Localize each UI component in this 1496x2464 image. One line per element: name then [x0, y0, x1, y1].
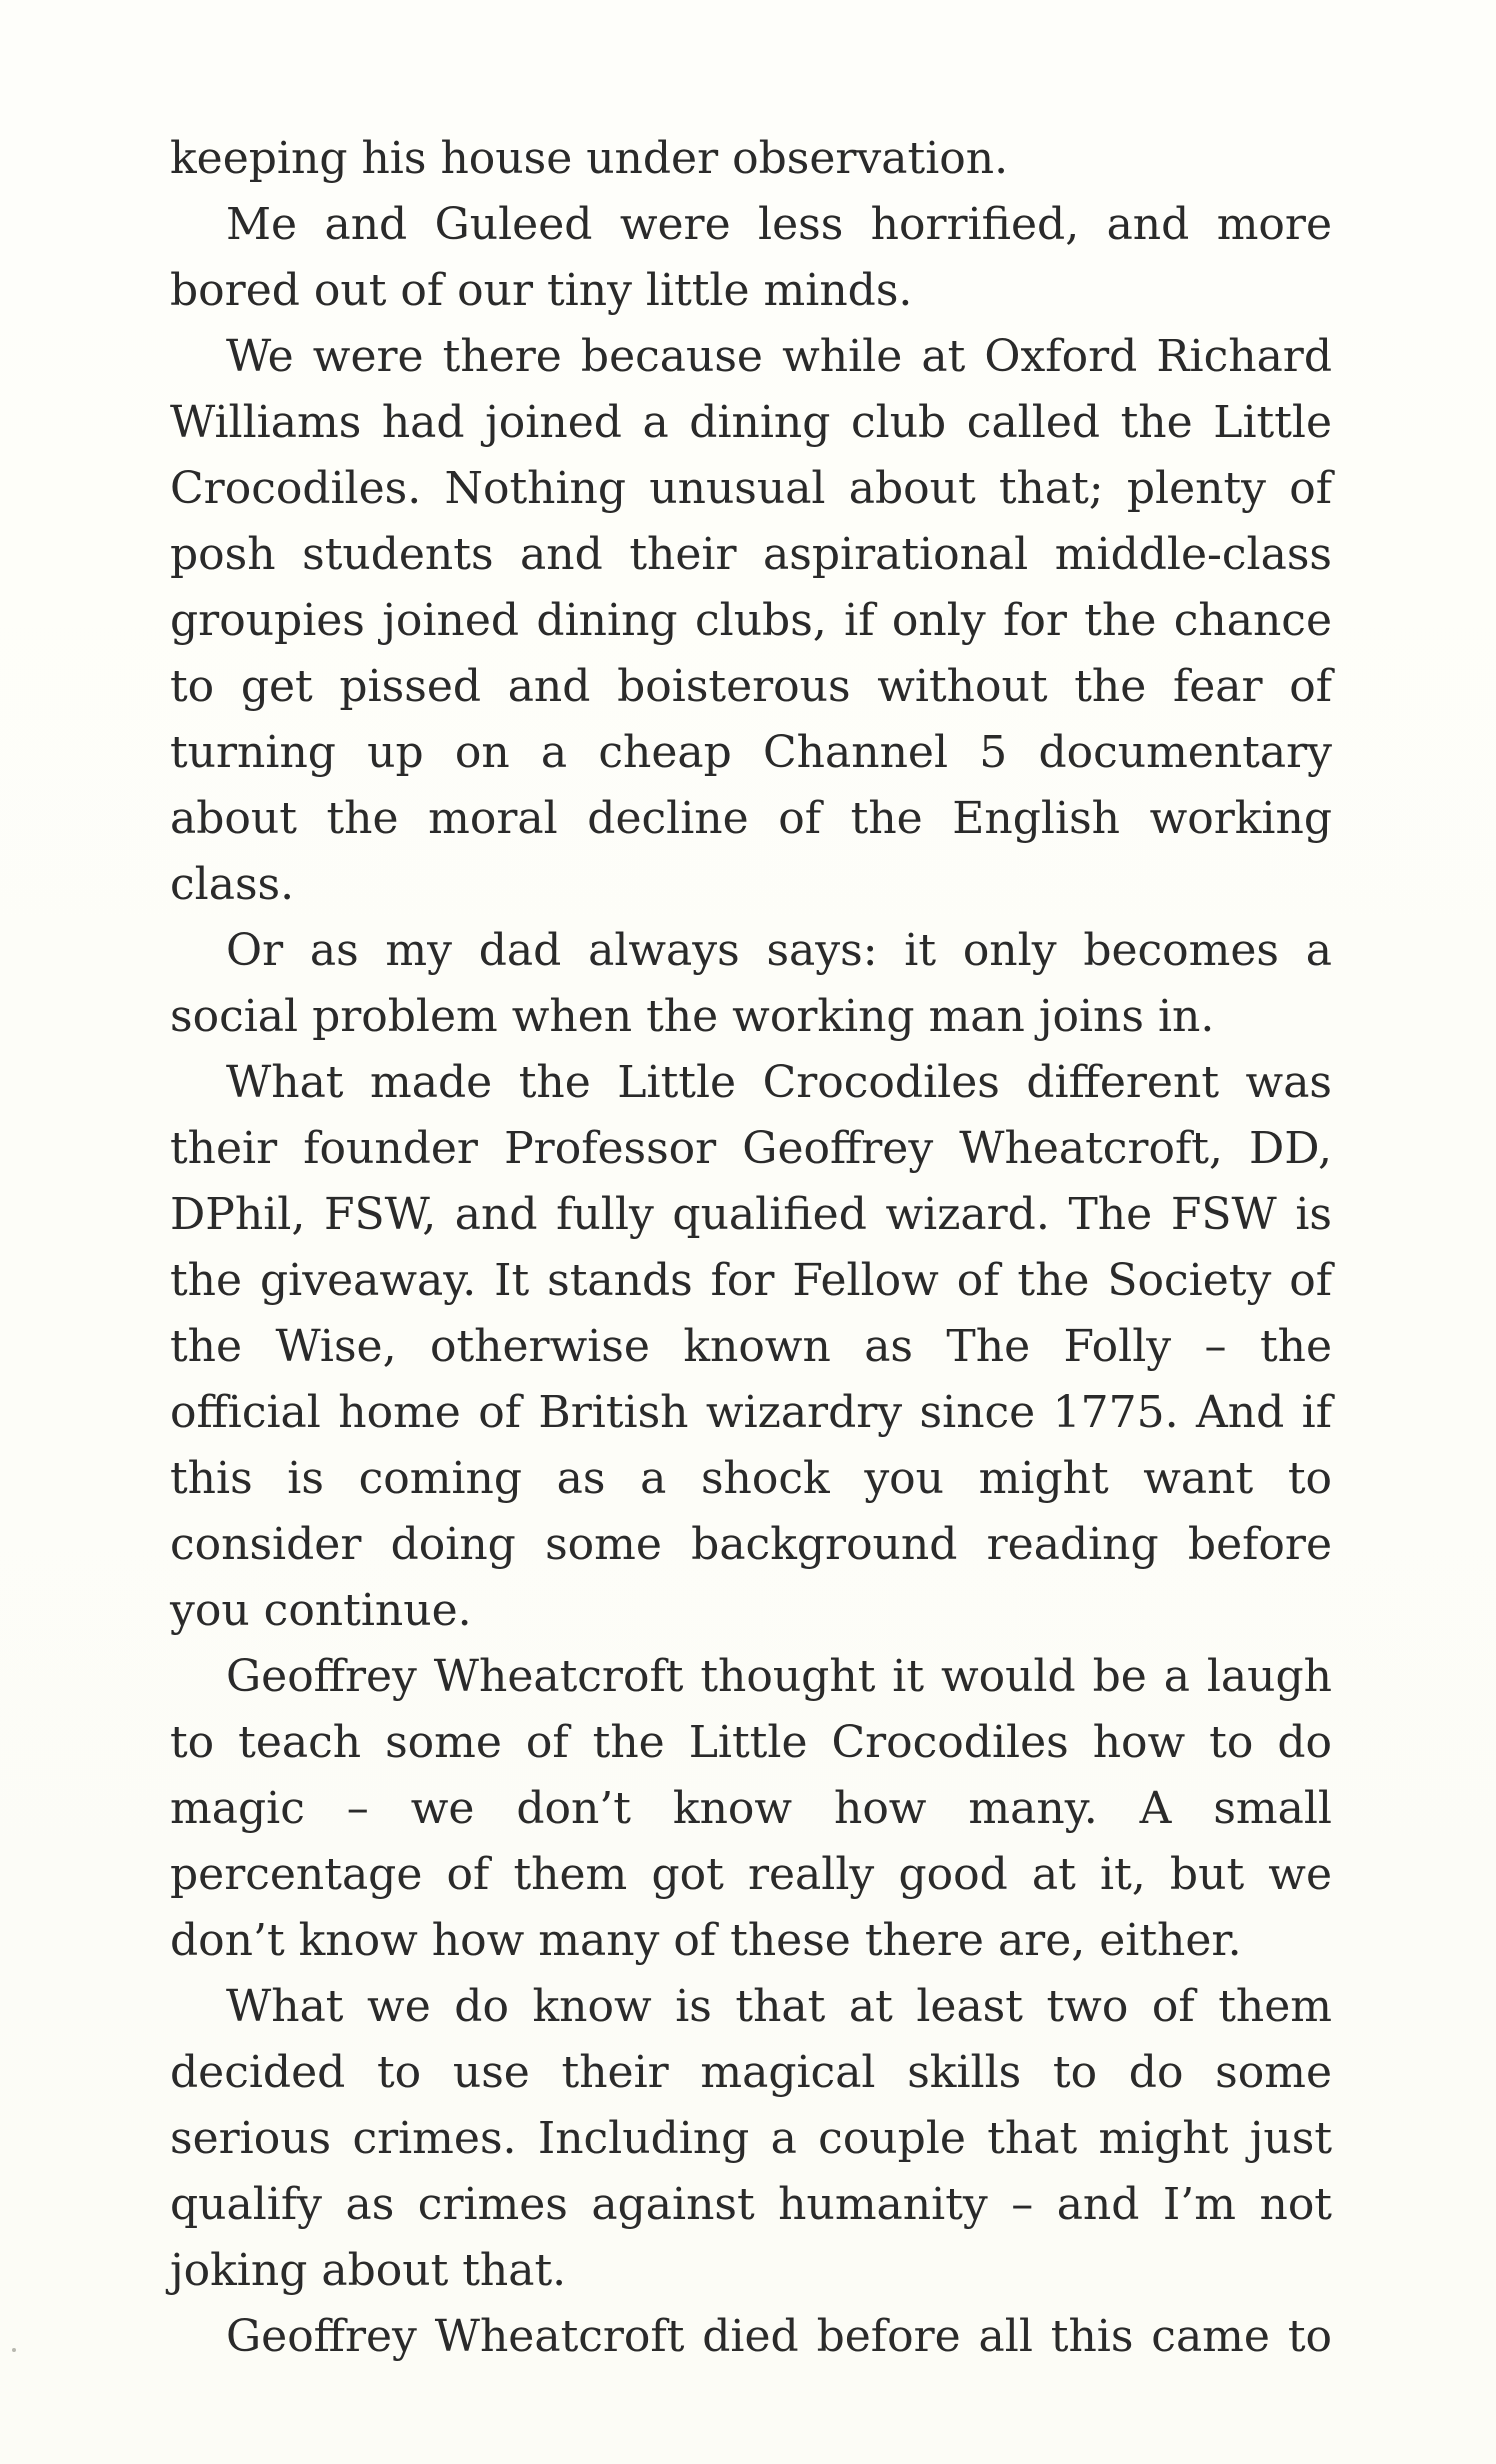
paragraph-truncated: Geoffrey Wheatcroft died before all this came to [226, 2311, 1332, 2362]
paragraph: Geoffrey Wheatcroft thought it would be a laugh to teach some of the Little Crocodiles how to do magic – we don’t know how many. A small percentage of them got really good at it, but we don’t know how many of these there are, either. [170, 1651, 1332, 1966]
body-text [170, 126, 1332, 2370]
paragraph: What we do know is that at least two of them decided to use their magical skills to do some serious crimes. Including a couple that might just qualify as crimes against humanity – and I’m not joking about that. [170, 1981, 1332, 2296]
paragraph-continued: keeping his house under observation. [170, 133, 1009, 184]
paragraph: What made the Little Crocodiles different was their founder Professor Geoffrey Wheatcroft, DD, DPhil, FSW, and fully qualified wizard. The FSW is the giveaway. It stands for Fellow of the Society of the Wise, otherwise known as The Folly – the official home of British wizardry since 1775. And if this is coming as a shock you might want to consider doing some background reading before you continue. [170, 1057, 1332, 1636]
paragraph: Or as my dad always says: it only becomes a social problem when the working man joins in. [170, 925, 1332, 1042]
paragraph: Me and Guleed were less horrified, and more bored out of our tiny little minds. [170, 199, 1332, 316]
page-speck [12, 2348, 16, 2352]
paragraph: We were there because while at Oxford Richard Williams had joined a dining club called the Little Crocodiles. Nothing unusual about that; plenty of posh students and their aspirational middle-class groupies joined dining clubs, if only for the chance to get pissed and boisterous without the fear of turning up on a cheap Channel 5 documentary about the moral decline of the English working class. [170, 331, 1332, 910]
